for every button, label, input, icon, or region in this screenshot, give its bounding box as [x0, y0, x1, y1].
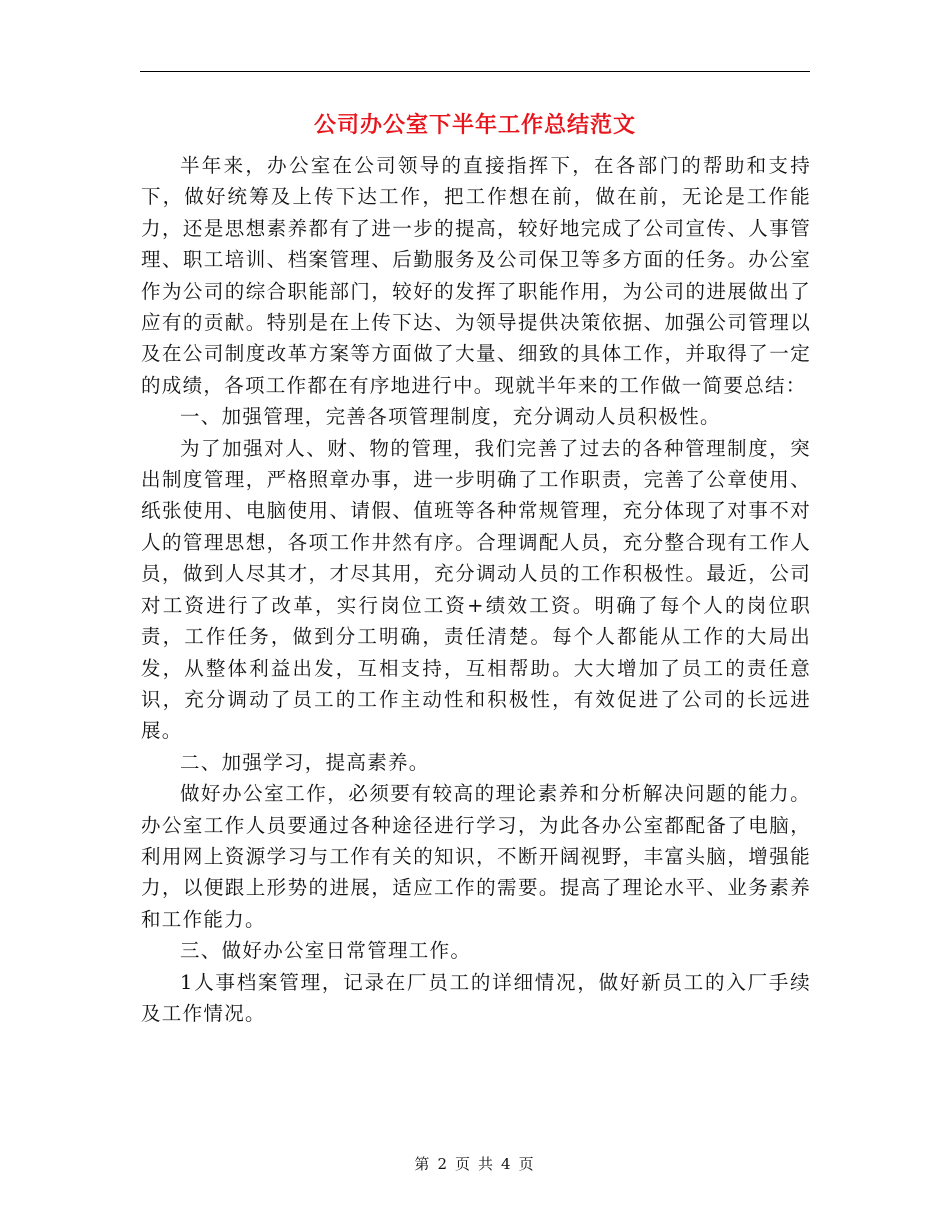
section-heading-1: 一、加强管理，完善各项管理制度，充分调动人员积极性。	[180, 405, 721, 429]
intro-paragraph: 半年来，办公室在公司领导的直接指挥下，在各部门的帮助和支持下，做好统筹及上传下达工作，把工作想在前，做在前，无论是工作能力，还是思想素养都有了进一步的提高，较好地完成了公司宣传、人事管理、职工培训、档案管理、后勤服务及公司保卫等多方面的任务。办公室作为公司的综合职能部门，较好的发挥了职能作用，为公司的进展做出了应有的贡献。特别是在上传下达、为领导提供决策依据、加强公司管理以及在公司制度改革方案等方面做了大量、细致的具体工作，并取得了一定的成绩，各项工作都在有序地进行中。现就半年来的工作做一简要总结：	[141, 154, 811, 397]
footer-prefix: 第	[414, 1155, 432, 1173]
section-heading-2: 二、加强学习，提高素养。	[180, 750, 430, 774]
footer-total-pages: 4	[501, 1155, 513, 1173]
page-footer	[0, 1153, 950, 1174]
header-rule	[140, 71, 810, 72]
section-3-item-1: 1人事档案管理，记录在厂员工的详细情况，做好新员工的入厂手续及工作情况。	[141, 970, 811, 1025]
footer-current-page: 2	[437, 1155, 449, 1173]
section-2-paragraph: 做好办公室工作，必须要有较高的理论素养和分析解决问题的能力。办公室工作人员要通过各种途径进行学习，为此各办公室都配备了电脑，利用网上资源学习与工作有关的知识，不断开阔视野，丰富头脑，增强能力，以便跟上形势的进展，适应工作的需要。提高了理论水平、业务素养和工作能力。	[141, 782, 811, 931]
footer-total-word: 共	[478, 1155, 496, 1173]
document-body	[141, 150, 811, 1029]
document-title: 公司办公室下半年工作总结范文	[313, 113, 636, 138]
footer-suffix: 页	[518, 1155, 536, 1173]
section-1-paragraph: 为了加强对人、财、物的管理，我们完善了过去的各种管理制度，突出制度管理，严格照章办事，进一步明确了工作职责，完善了公章使用、纸张使用、电脑使用、请假、值班等各种常规管理，充分体现了对事不对人的管理思想，各项工作井然有序。合理调配人员，充分整合现有工作人员，做到人尽其才，才尽其用，充分调动人员的工作积极性。最近，公司对工资进行了改革，实行岗位工资+绩效工资。明确了每个人的岗位职责，工作任务，做到分工明确，责任清楚。每个人都能从工作的大局出发，从整体利益出发，互相支持，互相帮助。大大增加了员工的责任意识，充分调动了员工的工作主动性和积极性，有效促进了公司的长远进展。	[141, 436, 811, 743]
footer-page-word: 页	[454, 1155, 472, 1173]
section-heading-3: 三、做好办公室日常管理工作。	[180, 939, 472, 963]
